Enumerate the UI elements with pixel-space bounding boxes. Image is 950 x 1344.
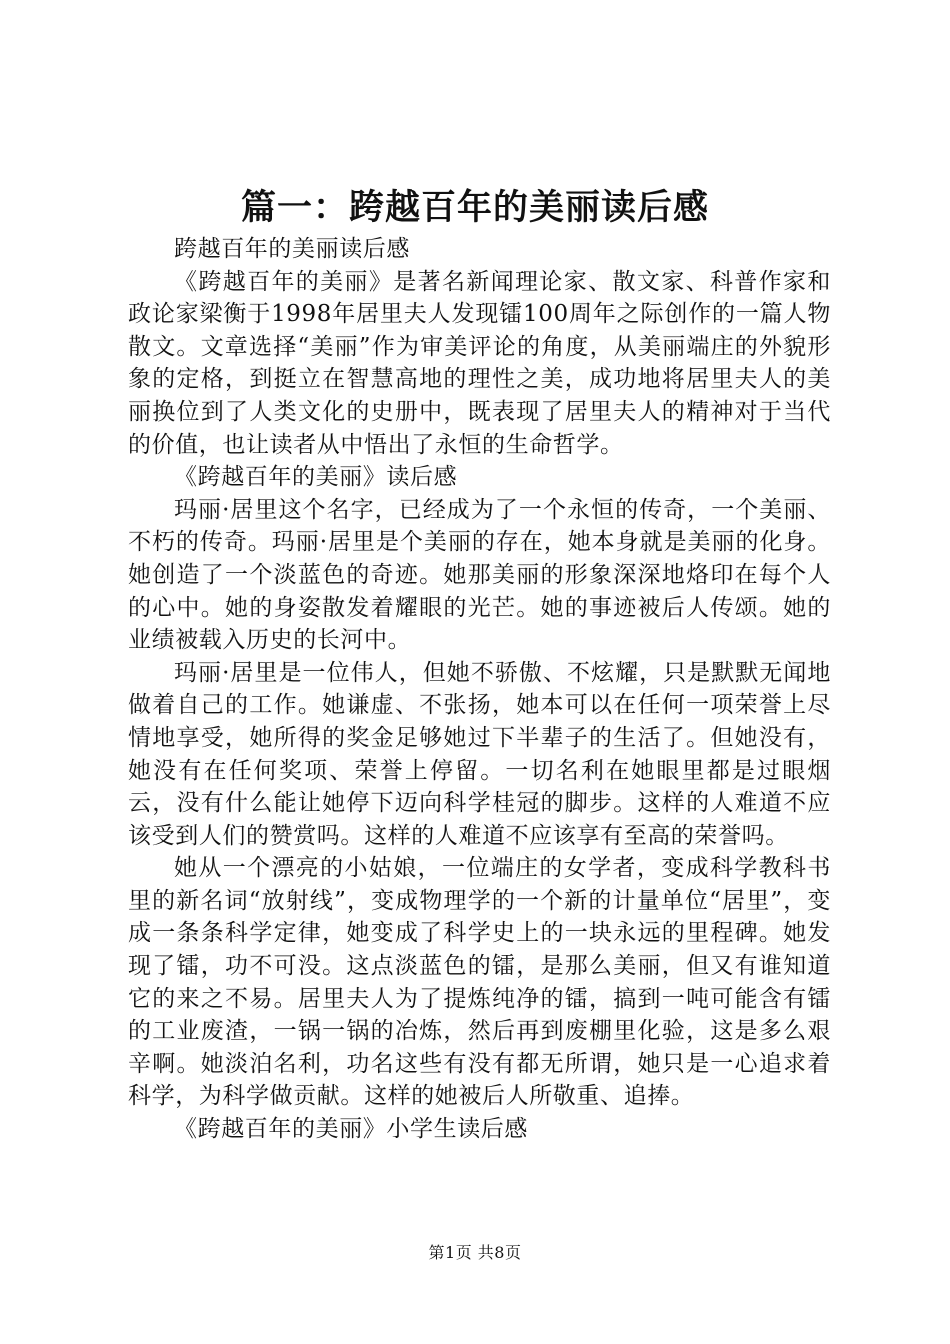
- section-heading: 《跨越百年的美丽》读后感: [174, 464, 458, 491]
- document-body: [128, 233, 831, 1146]
- document-title: 篇一：跨越百年的美丽读后感: [240, 187, 709, 228]
- section-heading: 跨越百年的美丽读后感: [174, 236, 410, 262]
- body-paragraph: 她从一个漂亮的小姑娘，一位端庄的女学者，变成科学教科书里的新名词“放射线”，变成物理学的一个新的计量单位“居里”，变成一条条科学定律，她变成了科学史上的一块永远的里程碑。她发现了镭，功不可没。这点淡蓝色的镭，是那么美丽，但又有谁知道它的来之不易。居里夫人为了提炼纯净的镭，搞到一吨可能含有镭的工业废渣，一锅一锅的冶炼，然后再到废棚里化验，这是多么艰辛啊。她淡泊名利，功名这些有没有都无所谓，她只是一心追求着科学，为科学做贡献。这样的她被后人所敬重、追捧。: [128, 855, 831, 1110]
- body-paragraph: 《跨越百年的美丽》是著名新闻理论家、散文家、科普作家和政论家梁衡于1998年居里夫人发现镭100周年之际创作的一篇人物散文。文章选择“美丽”作为审美评论的角度，从美丽端庄的外貌形象的定格，到挺立在智慧高地的理性之美，成功地将居里夫人的美丽换位到了人类文化的史册中，既表现了居里夫人的精神对于当代的价值，也让读者从中悟出了永恒的生命哲学。: [128, 268, 831, 458]
- body-paragraph: 玛丽·居里是一位伟人，但她不骄傲、不炫耀，只是默默无闻地做着自己的工作。她谦虚、不张扬，她本可以在任何一项荣誉上尽情地享受，她所得的奖金足够她过下半辈子的生活了。但她没有，她没有在任何奖项、荣誉上停留。一切名利在她眼里都是过眼烟云，没有什么能让她停下迈向科学桂冠的脚步。这样的人难道不应该受到人们的赞赏吗。这样的人难道不应该享有至高的荣誉吗。: [128, 659, 831, 849]
- body-paragraph: 玛丽·居里这个名字，已经成为了一个永恒的传奇，一个美丽、不朽的传奇。玛丽·居里是个美丽的存在，她本身就是美丽的化身。她创造了一个淡蓝色的奇迹。她那美丽的形象深深地烙印在每个人的心中。她的身姿散发着耀眼的光芒。她的事迹被后人传颂。她的业绩被载入历史的长河中。: [128, 496, 831, 654]
- section-heading: 《跨越百年的美丽》小学生读后感: [174, 1116, 528, 1143]
- page-number-footer: 第1页 共8页: [428, 1243, 522, 1262]
